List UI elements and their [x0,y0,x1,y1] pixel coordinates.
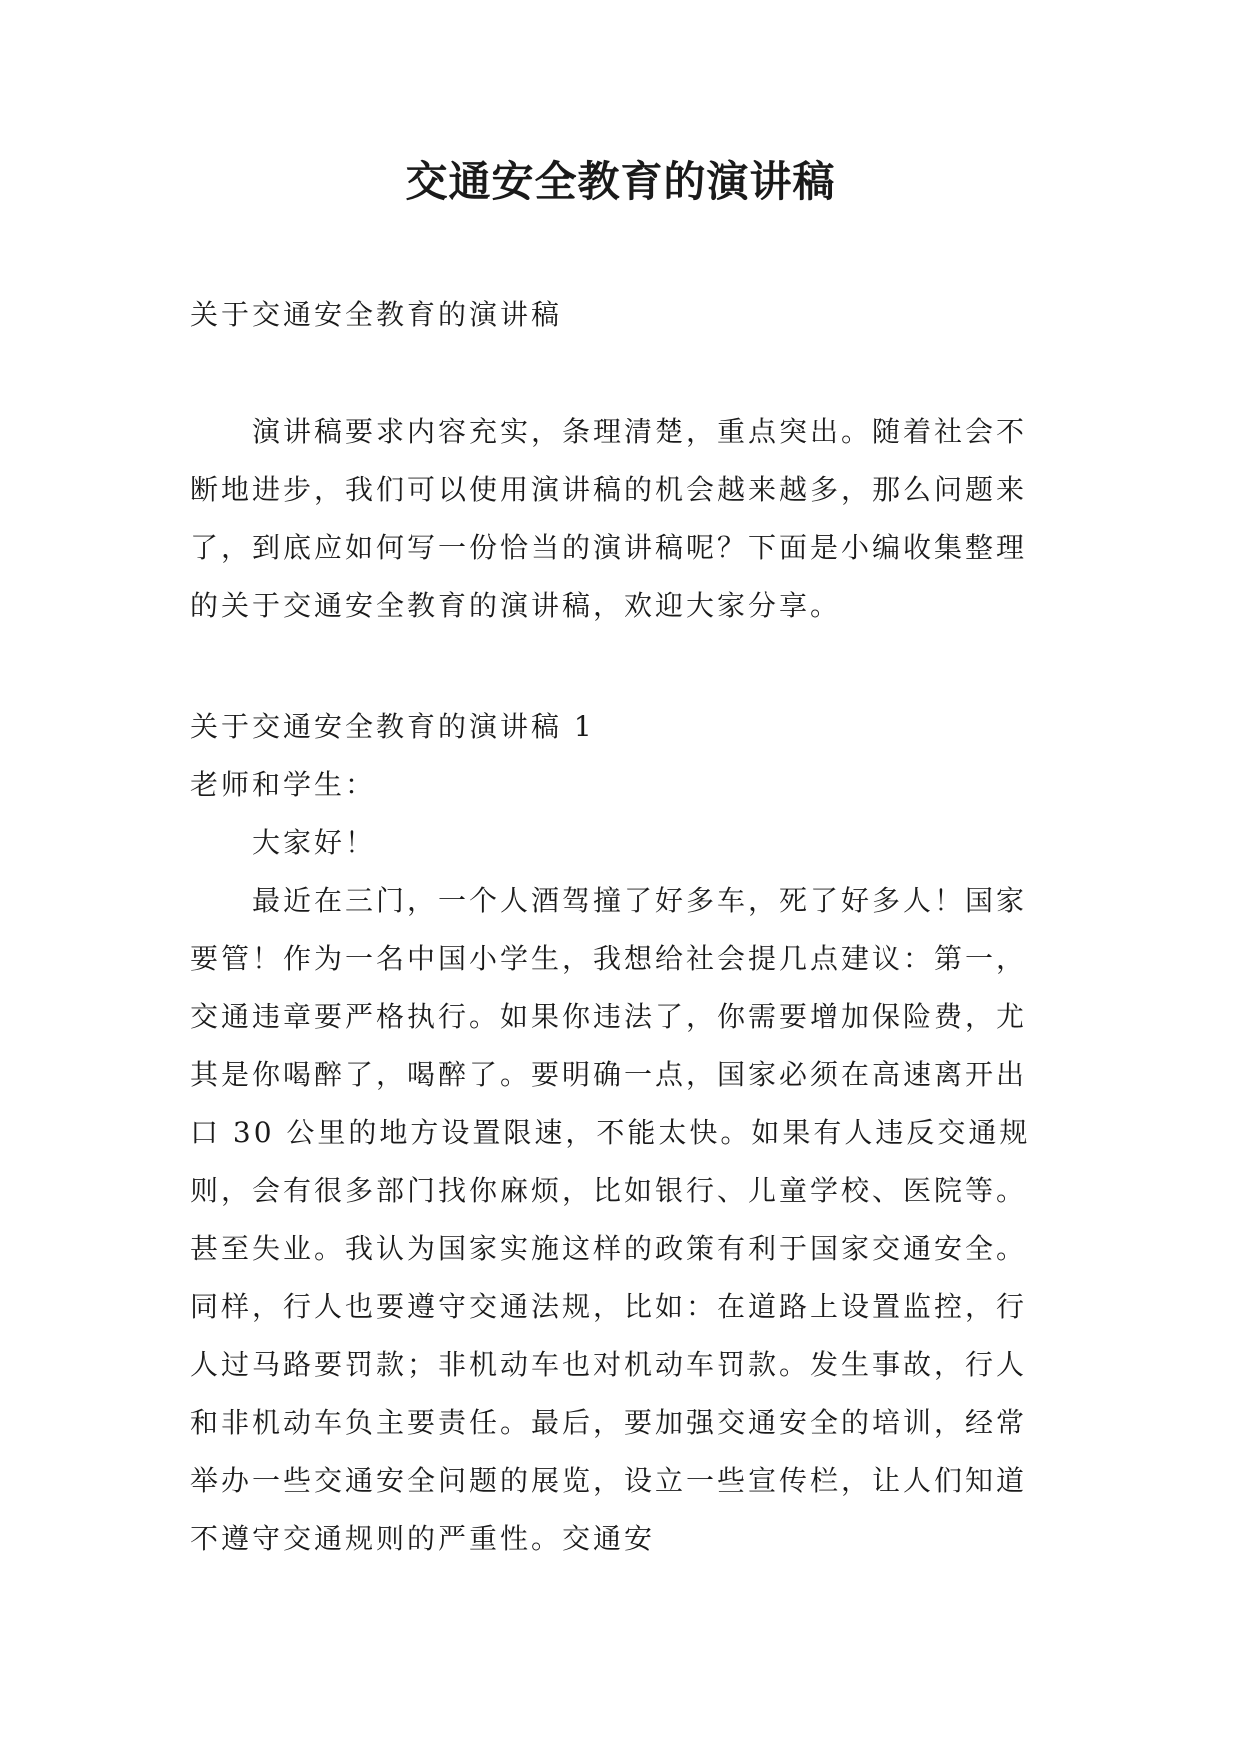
greeting-line: 老师和学生： [190,768,377,801]
section-heading: 关于交通安全教育的演讲稿 1 [190,710,595,743]
salutation-line: 大家好！ [252,826,377,859]
document-subtitle: 关于交通安全教育的演讲稿 [190,298,563,331]
intro-paragraph: 演讲稿要求内容充实，条理清楚，重点突出。随着社会不断地进步，我们可以使用演讲稿的机会越来越多，那么问题来了，到底应如何写一份恰当的演讲稿呢？下面是小编收集整理的关于交通安全教育的演讲稿，欢迎大家分享。 [190,415,1028,622]
document-title: 交通安全教育的演讲稿 [405,157,836,206]
body-paragraph: 最近在三门，一个人酒驾撞了好多车，死了好多人！国家要管！作为一名中国小学生，我想给社会提几点建议：第一，交通违章要严格执行。如果你违法了，你需要增加保险费，尤其是你喝醉了，喝醉了。要明确一点，国家必须在高速离开出口 30 公里的地方设置限速，不能太快。如果有人违反交通规则，会有很多部门找你麻烦，比如银行、儿童学校、医院等。甚至失业。我认为国家实施这样的政策有利于国家交通安全。同样，行人也要遵守交通法规，比如：在道路上设置监控，行人过马路要罚款；非机动车也对机动车罚款。发生事故，行人和非机动车负主要责任。最后，要加强交通安全的培训，经常举办一些交通安全问题的展览，设立一些宣传栏，让人们知道不遵守交通规则的严重性。交通安 [190,884,1031,1555]
